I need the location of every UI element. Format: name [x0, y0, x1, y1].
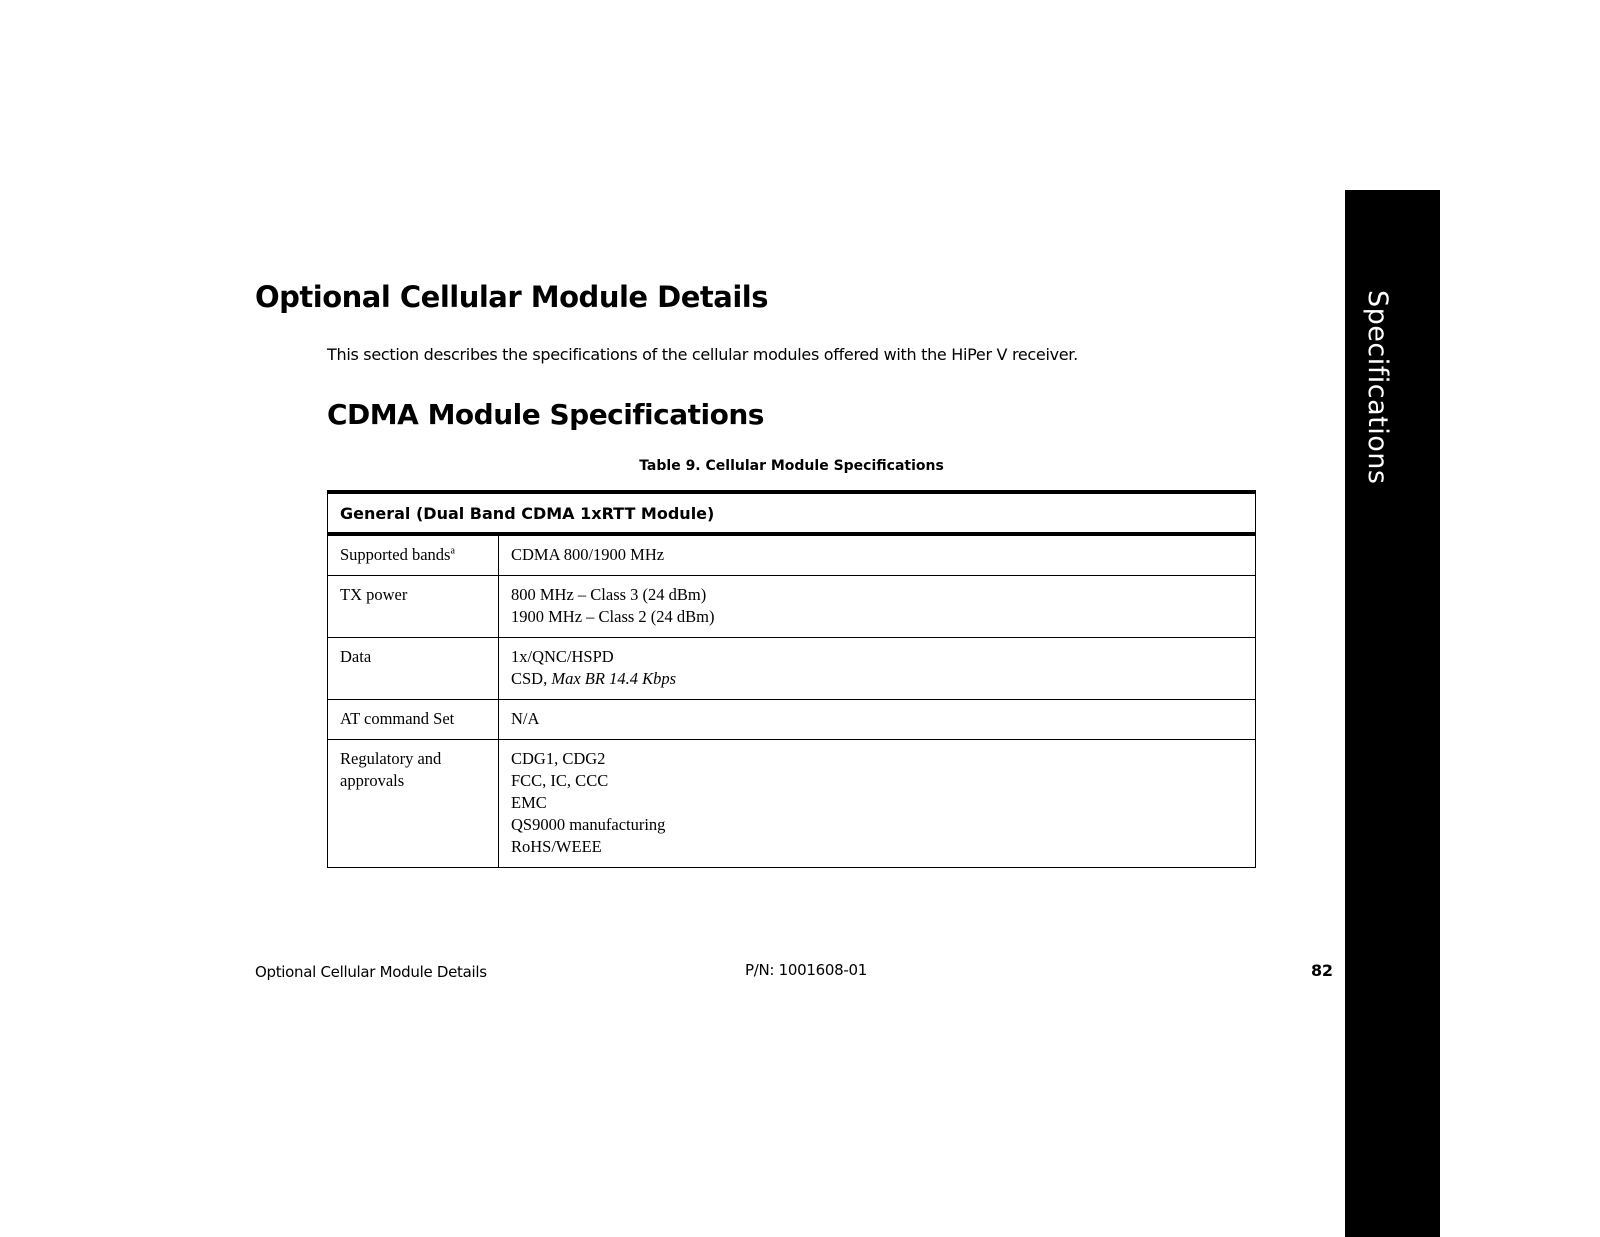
footnote-mark: a: [450, 545, 455, 557]
value-line: 1x/QNC/HSPD: [511, 647, 614, 666]
value-line: 1900 MHz – Class 2 (24 dBm): [511, 607, 715, 626]
footer-section-title: Optional Cellular Module Details: [255, 963, 487, 981]
side-tab-label: Specifications: [1362, 290, 1393, 485]
value-cell: [499, 700, 1256, 740]
param-label: Supported bands: [340, 545, 451, 564]
table-caption: Table 9. Cellular Module Specifications: [639, 458, 944, 474]
param-cell: Regulatory and approvals: [328, 740, 499, 868]
param-cell: Data: [328, 638, 499, 700]
section-title: CDMA Module Specifications: [327, 398, 764, 431]
value-line: RoHS/WEEE: [511, 837, 602, 856]
table-row: [328, 534, 1256, 576]
table-row: [328, 700, 1256, 740]
value-line: N/A: [511, 709, 540, 728]
value-cell: [499, 576, 1256, 638]
specs-table: [327, 490, 1256, 868]
param-cell: AT command Set: [328, 700, 499, 740]
value-cell: [499, 740, 1256, 868]
table-row: [328, 740, 1256, 868]
page-title: Optional Cellular Module Details: [255, 280, 768, 314]
value-cell: [499, 534, 1256, 576]
value-line: EMC: [511, 793, 547, 812]
param-cell: TX power: [328, 576, 499, 638]
table-row: [328, 576, 1256, 638]
footer-part-number: P/N: 1001608-01: [745, 961, 867, 979]
value-line: FCC, IC, CCC: [511, 771, 609, 790]
value-line: QS9000 manufacturing: [511, 815, 666, 834]
value-italic: Max BR 14.4 Kbps: [551, 669, 677, 688]
value-prefix: CSD,: [511, 669, 552, 688]
intro-paragraph: This section describes the specifications of the cellular modules offered with the HiPer V receiver.: [327, 345, 1078, 364]
value-line: CDG1, CDG2: [511, 749, 606, 768]
param-cell: [328, 534, 499, 576]
table-header-row: [328, 492, 1256, 534]
value-line: [511, 668, 1243, 690]
value-line: CDMA 800/1900 MHz: [511, 545, 665, 564]
table-row: [328, 638, 1256, 700]
value-line: 800 MHz – Class 3 (24 dBm): [511, 585, 707, 604]
page-number: 82: [1311, 961, 1333, 980]
value-cell: [499, 638, 1256, 700]
table-header: General (Dual Band CDMA 1xRTT Module): [328, 492, 1256, 534]
